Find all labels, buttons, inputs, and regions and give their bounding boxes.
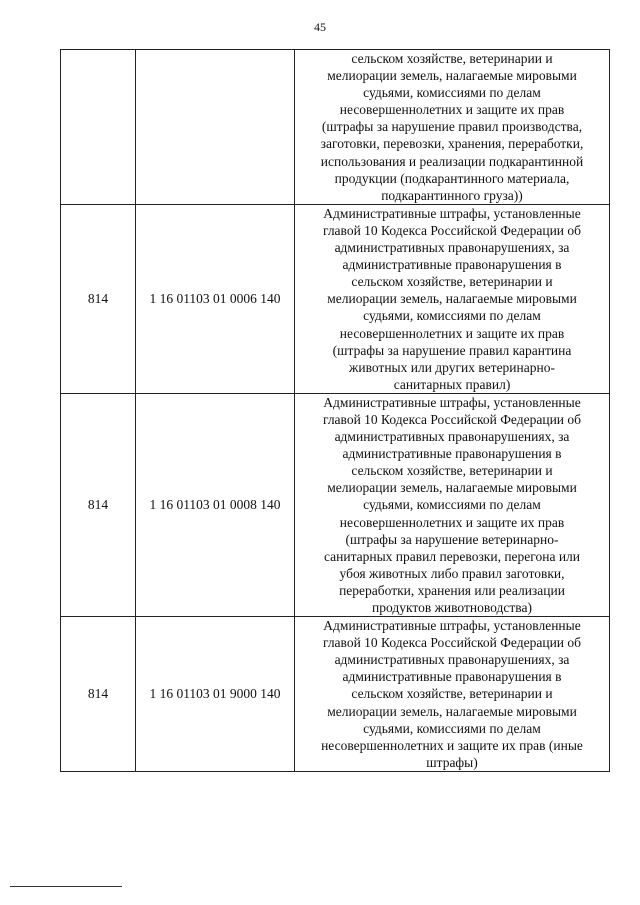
budget-codes-table <box>60 49 610 772</box>
description-cell <box>295 393 610 616</box>
description-text: Административные штрафы, установленные главой 10 Кодекса Российской Федерации об административных правонарушениях, за административные правонарушения в сельском хозяйстве, ветеринарии и мелиорации земель, налагаемые мировыми судьями, комиссиями по делам несовершеннолетних и защите их прав (штрафы за нарушение ветеринарно- санитарных правил перевозки, перегона или убоя животных либо правил заготовки, переработки, хранения или реализации продуктов животноводства) <box>322 394 582 615</box>
admin-code-cell: 814 <box>61 617 136 772</box>
description-cell <box>295 50 610 205</box>
kbk-code-cell <box>136 50 295 205</box>
kbk-code-cell: 1 16 01103 01 0008 140 <box>136 393 295 616</box>
admin-code-cell <box>61 50 136 205</box>
footnote-separator <box>10 886 122 887</box>
table-row <box>61 50 610 205</box>
description-cell <box>295 204 610 393</box>
description-text: Административные штрафы, установленные главой 10 Кодекса Российской Федерации об административных правонарушениях, за административные правонарушения в сельском хозяйстве, ветеринарии и мелиорации земель, налагаемые мировыми судьями, комиссиями по делам несовершеннолетних и защите их прав (штрафы за нарушение правил карантина животных или других ветеринарно- санитарных правил) <box>322 205 582 392</box>
admin-code-cell: 814 <box>61 204 136 393</box>
description-cell <box>295 617 610 772</box>
admin-code-cell: 814 <box>61 393 136 616</box>
table-row <box>61 393 610 616</box>
description-text: Административные штрафы, установленные главой 10 Кодекса Российской Федерации об административных правонарушениях, за административные правонарушения в сельском хозяйстве, ветеринарии и мелиорации земель, налагаемые мировыми судьями, комиссиями по делам несовершеннолетних и защите их прав (иные штрафы) <box>321 618 583 770</box>
page-number: 45 <box>314 20 326 34</box>
table-row <box>61 204 610 393</box>
kbk-code-cell: 1 16 01103 01 9000 140 <box>136 617 295 772</box>
description-text: сельском хозяйстве, ветеринарии и мелиорации земель, налагаемые мировыми судьями, комиссиями по делам несовершеннолетних и защите их прав (штрафы за нарушение правил производства, заготовки, перевозки, хранения, переработки, использования и реализации подкарантинной продукции (подкарантинного материала, подкарантинного груза)) <box>320 51 584 203</box>
table-row <box>61 617 610 772</box>
kbk-code-cell: 1 16 01103 01 0006 140 <box>136 204 295 393</box>
